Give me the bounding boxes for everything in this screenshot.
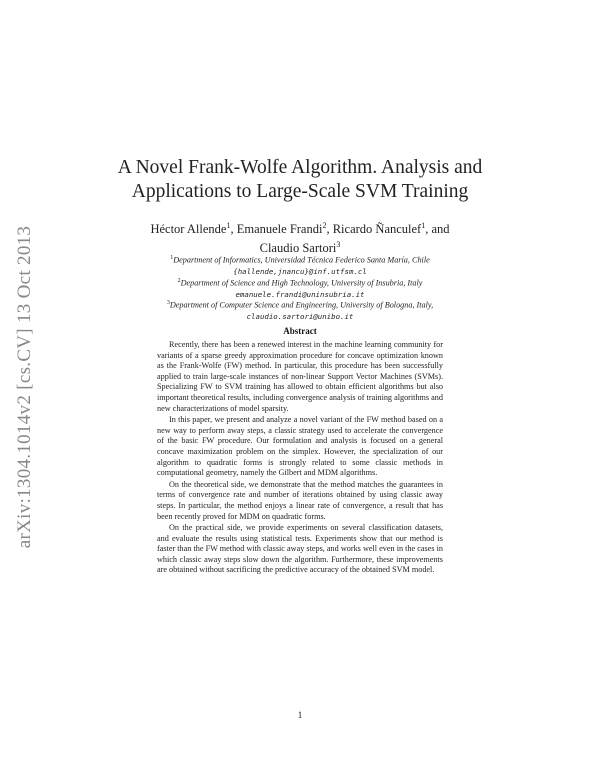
abstract-paragraph: On the theoretical side, we demonstrate that the method matches the guarantees in terms of convergence rate and number of iterations obtained by using classic away steps. In particular, the method enjoys a linear rate of convergence, a result that has been recently proved for MDM on quadratic forms. bbox=[157, 479, 443, 521]
abstract-paragraph: On the practical side, we provide experiments on several classification datasets, and evaluate the results using statistical tests. Experiments show that our method is faster than the FW method with classic away steps, and works well even in the cases in which classic away steps slow down the algorithm. Furthermore, these improvements are obtained without sacrificing the predictive accuracy of the obtained SVM model. bbox=[157, 523, 443, 575]
title-line-2: Applications to Large-Scale SVM Training bbox=[131, 181, 469, 202]
title-line-1: A Novel Frank-Wolfe Algorithm. Analysis and bbox=[117, 157, 483, 178]
affiliation-2-dept: Department of Science and High Technology, University of Insubria, Italy bbox=[180, 278, 423, 288]
affiliation-3-sup: 3 bbox=[166, 300, 170, 306]
abstract-paragraph: Recently, there has been a renewed interest in the machine learning community for variants of a sparse greedy approximation procedure for concave optimization known as the Frank-Wolfe (FW) method. In particular, this procedure has been successfully applied to train large-scale instances of non-linear Support Vector Machines (SVMs). Specializing FW to SVM training has allowed to obtain efficient algorithms but also important theoretical results, including convergence analysis of training algorithms and new characterizations of model sparsity. bbox=[157, 340, 443, 413]
author-2-affil: 2 bbox=[322, 221, 327, 230]
author-3: , Ricardo Ñanculef bbox=[326, 222, 422, 237]
affiliation-2-email[interactable]: emanuele.frandi@uninsubria.it bbox=[235, 289, 365, 299]
author-3-affil: 1 bbox=[421, 221, 426, 230]
author-4-affil: 3 bbox=[336, 240, 341, 250]
author-3-tail: , and bbox=[425, 222, 450, 237]
affiliation-2-sup: 2 bbox=[177, 278, 181, 284]
author-2: , Emanuele Frandi bbox=[230, 222, 323, 237]
author-1-affil: 1 bbox=[226, 221, 231, 230]
abstract-body bbox=[157, 340, 443, 577]
affiliation-3 bbox=[100, 298, 500, 322]
arxiv-id: arXiv:1304.1014v2 [cs.CV] 13 Oct 2013 bbox=[14, 225, 35, 549]
affiliation-1-dept: Department of Informatics, Universidad Técnica Federico Santa María, Chile bbox=[173, 255, 430, 265]
abstract-heading: Abstract bbox=[283, 326, 317, 336]
affiliation-1-sup: 1 bbox=[170, 255, 174, 261]
paper-title bbox=[100, 156, 500, 204]
affiliation-1 bbox=[100, 253, 500, 277]
author-4: Claudio Sartori bbox=[259, 241, 337, 256]
page-number: 1 bbox=[297, 710, 303, 720]
affiliation-1-email[interactable]: {hallende,jnancu}@inf.utfsm.cl bbox=[233, 266, 367, 276]
arxiv-sidebar-stamp bbox=[12, 212, 38, 562]
author-1: Héctor Allende bbox=[150, 222, 227, 237]
affiliation-3-email[interactable]: claudio.sartori@unibo.it bbox=[246, 311, 354, 321]
author-list bbox=[150, 218, 450, 256]
abstract-paragraph: In this paper, we present and analyze a novel variant of the FW method based on a new way to perform away steps, a classic strategy used to accelerate the convergence of the basic FW procedure. Our formulation and analysis is focused on a general concave maximization problem on the simplex. However, the specialization of our algorithm to quadratic forms is strongly related to some classic methods in computational geometry, namely the Gilbert and MDM algorithms. bbox=[157, 415, 443, 478]
affiliation-2 bbox=[100, 276, 500, 300]
affiliation-3-dept: Department of Computer Science and Engineering, University of Bologna, Italy, bbox=[169, 300, 434, 310]
